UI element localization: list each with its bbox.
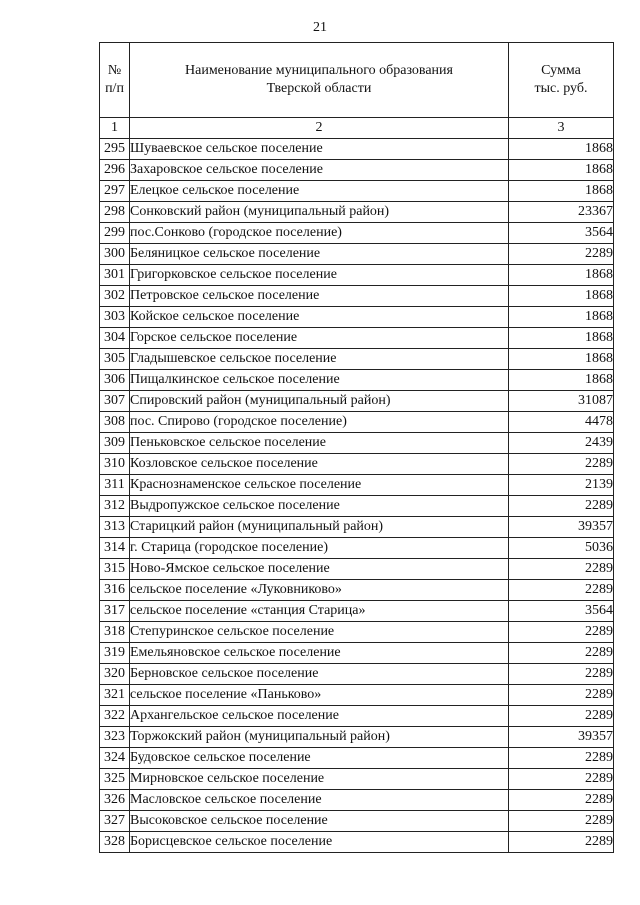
amount-value: 1868: [509, 181, 614, 202]
amount-value: 39357: [509, 517, 614, 538]
municipality-name: Койское сельское поселение: [130, 307, 509, 328]
amount-value: 2289: [509, 622, 614, 643]
table-row: [100, 412, 614, 433]
amount-value: 1868: [509, 370, 614, 391]
amount-value: 39357: [509, 727, 614, 748]
row-number: 319: [100, 643, 130, 664]
row-number: 308: [100, 412, 130, 433]
municipality-name: пос. Спирово (городское поселение): [130, 412, 509, 433]
municipality-name: Торжокский район (муниципальный район): [130, 727, 509, 748]
allocation-table: [99, 42, 614, 853]
row-number: 328: [100, 832, 130, 853]
municipality-name: пос.Сонково (городское поселение): [130, 223, 509, 244]
municipality-name: Пищалкинское сельское поселение: [130, 370, 509, 391]
amount-value: 1868: [509, 139, 614, 160]
table-row: [100, 517, 614, 538]
amount-value: 2289: [509, 685, 614, 706]
amount-value: 1868: [509, 307, 614, 328]
municipality-name: сельское поселение «Паньково»: [130, 685, 509, 706]
row-number: 325: [100, 769, 130, 790]
municipality-name: Мирновское сельское поселение: [130, 769, 509, 790]
row-number: 309: [100, 433, 130, 454]
table-row: [100, 559, 614, 580]
municipality-name: сельское поселение «Луковниково»: [130, 580, 509, 601]
row-number: 299: [100, 223, 130, 244]
table-row: [100, 370, 614, 391]
table-row: [100, 286, 614, 307]
amount-value: 2289: [509, 580, 614, 601]
table-row: [100, 244, 614, 265]
column-number-row: [100, 118, 614, 139]
table-row: [100, 832, 614, 853]
header-municipality-line1: Наименование муниципального образования: [185, 63, 453, 78]
header-amount-line1: Сумма: [541, 63, 581, 78]
table-row: [100, 223, 614, 244]
amount-value: 2439: [509, 433, 614, 454]
municipality-name: Архангельское сельское поселение: [130, 706, 509, 727]
municipality-name: Спировский район (муниципальный район): [130, 391, 509, 412]
row-number: 314: [100, 538, 130, 559]
table-body: [100, 139, 614, 853]
amount-value: 2289: [509, 664, 614, 685]
row-number: 304: [100, 328, 130, 349]
municipality-name: Горское сельское поселение: [130, 328, 509, 349]
table-row: [100, 454, 614, 475]
table-row: [100, 391, 614, 412]
amount-value: 5036: [509, 538, 614, 559]
header-municipality: [130, 43, 509, 118]
table-row: [100, 475, 614, 496]
row-number: 315: [100, 559, 130, 580]
header-number-abbrev: п/п: [105, 81, 124, 96]
table-row: [100, 538, 614, 559]
table-row: [100, 769, 614, 790]
row-number: 327: [100, 811, 130, 832]
row-number: 312: [100, 496, 130, 517]
row-number: 307: [100, 391, 130, 412]
row-number: 311: [100, 475, 130, 496]
amount-value: 2289: [509, 790, 614, 811]
table-row: [100, 643, 614, 664]
column-number: 3: [509, 118, 614, 139]
amount-value: 2289: [509, 454, 614, 475]
amount-value: 2289: [509, 811, 614, 832]
table-header-row: [100, 43, 614, 118]
row-number: 296: [100, 160, 130, 181]
table-row: [100, 202, 614, 223]
header-number: [100, 43, 130, 118]
amount-value: 2289: [509, 244, 614, 265]
page-number: 21: [313, 20, 327, 35]
table-row: [100, 685, 614, 706]
row-number: 298: [100, 202, 130, 223]
table-row: [100, 328, 614, 349]
amount-value: 3564: [509, 223, 614, 244]
amount-value: 2139: [509, 475, 614, 496]
table-row: [100, 349, 614, 370]
municipality-name: Берновское сельское поселение: [130, 664, 509, 685]
row-number: 295: [100, 139, 130, 160]
municipality-name: Сонковский район (муниципальный район): [130, 202, 509, 223]
table-row: [100, 160, 614, 181]
row-number: 313: [100, 517, 130, 538]
row-number: 317: [100, 601, 130, 622]
amount-value: 2289: [509, 769, 614, 790]
table-row: [100, 622, 614, 643]
row-number: 297: [100, 181, 130, 202]
amount-value: 2289: [509, 748, 614, 769]
municipality-name: Высоковское сельское поселение: [130, 811, 509, 832]
municipality-name: Борисцевское сельское поселение: [130, 832, 509, 853]
municipality-name: Козловское сельское поселение: [130, 454, 509, 475]
row-number: 306: [100, 370, 130, 391]
municipality-name: Елецкое сельское поселение: [130, 181, 509, 202]
amount-value: 1868: [509, 286, 614, 307]
row-number: 303: [100, 307, 130, 328]
amount-value: 2289: [509, 559, 614, 580]
row-number: 320: [100, 664, 130, 685]
table-row: [100, 706, 614, 727]
header-number-symbol: №: [107, 63, 122, 78]
row-number: 323: [100, 727, 130, 748]
header-municipality-line2: Тверской области: [266, 81, 372, 96]
municipality-name: Петровское сельское поселение: [130, 286, 509, 307]
municipality-name: Старицкий район (муниципальный район): [130, 517, 509, 538]
table-row: [100, 580, 614, 601]
table-row: [100, 664, 614, 685]
municipality-name: Шуваевское сельское поселение: [130, 139, 509, 160]
municipality-name: Ново-Ямское сельское поселение: [130, 559, 509, 580]
table-row: [100, 811, 614, 832]
row-number: 318: [100, 622, 130, 643]
row-number: 316: [100, 580, 130, 601]
amount-value: 31087: [509, 391, 614, 412]
municipality-name: Григорковское сельское поселение: [130, 265, 509, 286]
table-row: [100, 307, 614, 328]
table-row: [100, 265, 614, 286]
amount-value: 2289: [509, 706, 614, 727]
amount-value: 1868: [509, 160, 614, 181]
municipality-name: г. Старица (городское поселение): [130, 538, 509, 559]
amount-value: 4478: [509, 412, 614, 433]
municipality-name: Емельяновское сельское поселение: [130, 643, 509, 664]
table-row: [100, 727, 614, 748]
table-row: [100, 496, 614, 517]
municipality-name: Краснознаменское сельское поселение: [130, 475, 509, 496]
municipality-name: Захаровское сельское поселение: [130, 160, 509, 181]
table-row: [100, 433, 614, 454]
municipality-name: Выдропужское сельское поселение: [130, 496, 509, 517]
municipality-name: Масловское сельское поселение: [130, 790, 509, 811]
table-row: [100, 139, 614, 160]
row-number: 301: [100, 265, 130, 286]
header-amount: [509, 43, 614, 118]
row-number: 322: [100, 706, 130, 727]
header-amount-line2: тыс. руб.: [534, 81, 588, 96]
amount-value: 2289: [509, 832, 614, 853]
municipality-name: Будовское сельское поселение: [130, 748, 509, 769]
table-row: [100, 601, 614, 622]
municipality-name: Беляницкое сельское поселение: [130, 244, 509, 265]
municipality-name: Гладышевское сельское поселение: [130, 349, 509, 370]
amount-value: 2289: [509, 496, 614, 517]
row-number: 321: [100, 685, 130, 706]
amount-value: 1868: [509, 349, 614, 370]
table-row: [100, 748, 614, 769]
municipality-name: сельское поселение «станция Старица»: [130, 601, 509, 622]
column-number: 2: [130, 118, 509, 139]
row-number: 302: [100, 286, 130, 307]
amount-value: 1868: [509, 265, 614, 286]
municipality-name: Пеньковское сельское поселение: [130, 433, 509, 454]
row-number: 305: [100, 349, 130, 370]
row-number: 300: [100, 244, 130, 265]
row-number: 310: [100, 454, 130, 475]
table-row: [100, 790, 614, 811]
amount-value: 3564: [509, 601, 614, 622]
municipality-name: Степуринское сельское поселение: [130, 622, 509, 643]
amount-value: 23367: [509, 202, 614, 223]
row-number: 326: [100, 790, 130, 811]
amount-value: 1868: [509, 328, 614, 349]
column-number: 1: [100, 118, 130, 139]
table-row: [100, 181, 614, 202]
amount-value: 2289: [509, 643, 614, 664]
row-number: 324: [100, 748, 130, 769]
